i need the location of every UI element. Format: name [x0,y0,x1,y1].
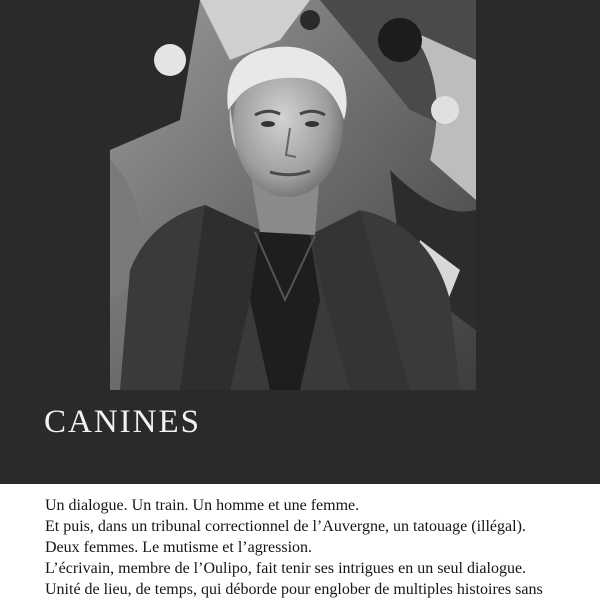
book-title: CANINES [44,404,202,440]
author-portrait-photo [110,0,476,390]
blurb-line: Et puis, dans un tribunal correctionnel de l’Auvergne, un tatouage (illégal). [45,518,526,535]
back-cover-blurb [45,495,585,600]
blurb-line: Un dialogue. Un train. Un homme et une femme. [45,497,360,514]
blurb-line: Unité de lieu, de temps, qui déborde pour englober de multiples histoires sans [45,581,543,598]
portrait-image [110,0,476,390]
blurb-line: L’écrivain, membre de l’Oulipo, fait tenir ses intrigues en un seul dialogue. [45,560,527,577]
blurb-line: Deux femmes. Le mutisme et l’agression. [45,539,313,556]
